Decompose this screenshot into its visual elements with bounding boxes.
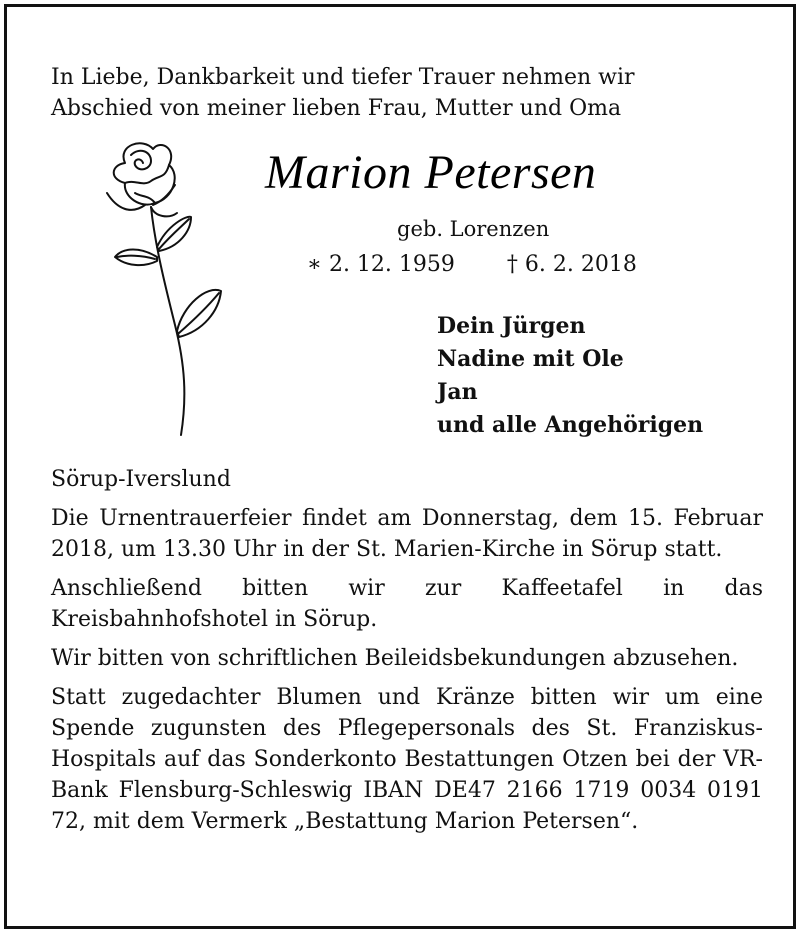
maiden-name: geb. Lorenzen [397, 217, 550, 241]
coffee-paragraph: Anschließend bitten wir zur Kaffeetafel in das Kreisbahnhofshotel in Sörup. [51, 576, 763, 632]
intro-line-1: In Liebe, Dankbarkeit und tiefer Trauer nehmen wir [51, 65, 635, 90]
life-dates [307, 252, 637, 277]
mourner: Nadine mit Ole [437, 346, 624, 372]
intro-text [51, 62, 763, 124]
intro-line-2: Abschied von meiner lieben Frau, Mutter und Oma [51, 96, 622, 121]
place-line: Sörup-Iverslund [51, 467, 231, 492]
birth-date: ∗ 2. 12. 1959 [307, 252, 455, 277]
ceremony-paragraph: Die Urnentrauerfeier findet am Donnerstag, dem 15. Februar 2018, um 13.30 Uhr in der St. Marien-Kirche in Sörup statt. [51, 506, 763, 562]
mourner: Jan [437, 379, 478, 405]
death-date: † 6. 2. 2018 [506, 252, 637, 277]
mourners-list [437, 310, 703, 442]
rose-icon [95, 135, 235, 440]
donation-paragraph: Statt zugedachter Blumen und Kränze bitten wir um eine Spende zugunsten des Pflegepersonals des St. Franziskus-Hospitals auf das Sonderkonto Bestattungen Otzen bei der VR-Bank Flensburg-Schleswig IBAN DE47 2166 1719 0034 0191 72, mit dem Vermerk „Bestattung Marion Petersen“. [51, 685, 763, 834]
details-text [51, 464, 763, 845]
obituary-frame [4, 4, 796, 929]
deceased-name: Marion Petersen [265, 146, 597, 199]
condolence-paragraph: Wir bitten von schriftlichen Beileidsbekundungen abzusehen. [51, 646, 739, 671]
mourner: Dein Jürgen [437, 313, 586, 339]
mourner: und alle Angehörigen [437, 412, 704, 438]
